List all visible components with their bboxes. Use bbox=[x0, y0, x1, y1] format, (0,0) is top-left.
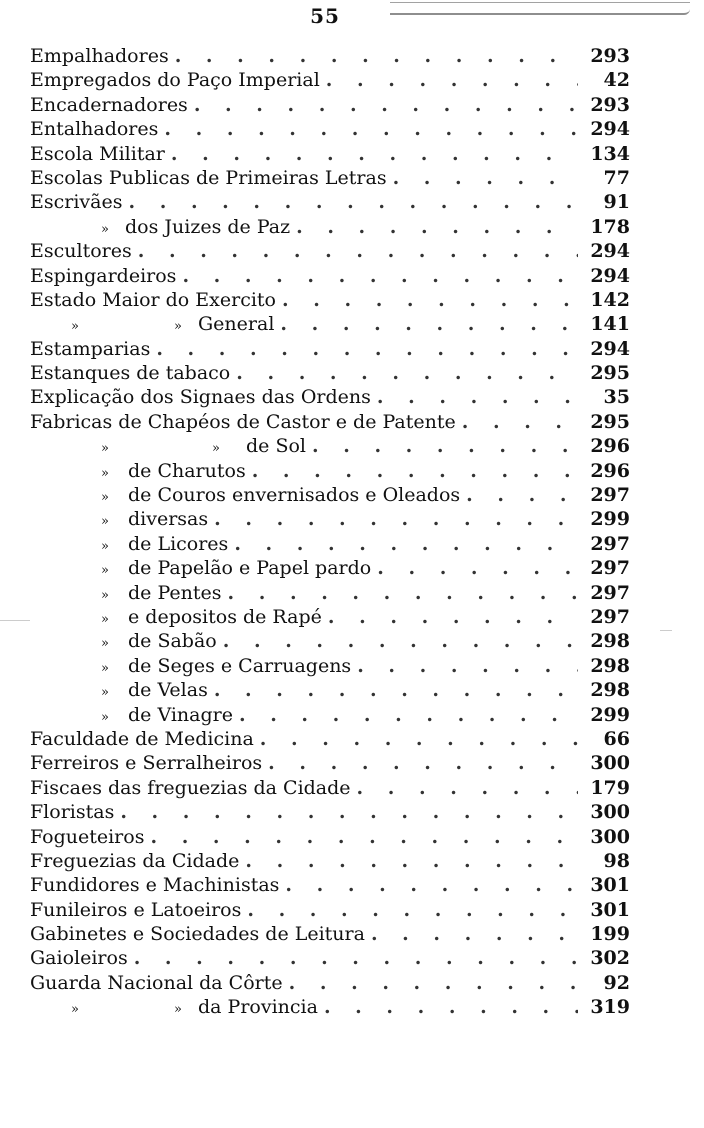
entry-page-ref: 141 bbox=[590, 313, 630, 336]
index-entry bbox=[30, 946, 630, 970]
dot-leader bbox=[285, 873, 578, 897]
dot-leader bbox=[228, 581, 579, 605]
margin-mark bbox=[0, 620, 30, 621]
entry-page-ref: 178 bbox=[590, 215, 630, 238]
entry-label: Fundidores e Machinistas bbox=[30, 874, 280, 897]
dot-leader bbox=[324, 995, 578, 1019]
entry-label: Escolas Publicas de Primeiras Letras bbox=[30, 166, 387, 189]
entry-label: e depositos de Rapé bbox=[128, 605, 322, 628]
entry-page-ref: 297 bbox=[590, 484, 630, 507]
entry-label: Espingardeiros bbox=[30, 264, 177, 287]
entry-label: Explicação dos Signaes das Ordens bbox=[30, 386, 371, 409]
dot-leader bbox=[134, 946, 578, 970]
entry-page-ref: 293 bbox=[590, 45, 630, 67]
entry-label: de Vinagre bbox=[128, 703, 233, 726]
index-entry bbox=[30, 288, 630, 312]
entry-label: Fogueteiros bbox=[30, 825, 145, 848]
dot-leader bbox=[393, 166, 578, 190]
entry-page-ref: 301 bbox=[590, 898, 630, 921]
index-entry bbox=[30, 434, 630, 458]
index-entry bbox=[30, 507, 630, 531]
entry-page-ref: 300 bbox=[590, 801, 630, 824]
entry-label: Gaioleiros bbox=[30, 947, 128, 970]
entry-page-ref: 298 bbox=[590, 630, 630, 653]
entry-label: Ferreiros e Serralheiros bbox=[30, 752, 263, 775]
index-entry bbox=[30, 93, 630, 117]
dot-leader bbox=[234, 532, 578, 556]
index-entry bbox=[30, 556, 630, 580]
entry-label: General bbox=[198, 313, 275, 336]
ditto-mark: » bbox=[101, 660, 109, 676]
entry-page-ref: 66 bbox=[603, 727, 630, 750]
dot-leader bbox=[260, 727, 578, 751]
entry-label: Freguezias da Cidade bbox=[30, 849, 240, 872]
index-entry bbox=[30, 751, 630, 775]
entry-label: Faculdade de Medicina bbox=[30, 727, 254, 750]
entry-label: Estamparias bbox=[30, 337, 151, 360]
entry-label: de Sabão bbox=[128, 630, 217, 653]
entry-label: de Sol bbox=[246, 435, 306, 458]
dot-leader bbox=[239, 703, 578, 727]
entry-label: de Couros envernisados e Oleados bbox=[128, 484, 461, 507]
entry-page-ref: 296 bbox=[590, 435, 630, 458]
index-entry bbox=[30, 629, 630, 653]
index-entry bbox=[30, 361, 630, 385]
entry-label: da Provincia bbox=[198, 996, 318, 1019]
ditto-mark: » bbox=[101, 538, 109, 554]
ditto-mark: » bbox=[101, 636, 109, 652]
dot-leader bbox=[247, 898, 578, 922]
dot-leader bbox=[150, 825, 578, 849]
entry-page-ref: 297 bbox=[590, 532, 630, 555]
entry-page-ref: 299 bbox=[590, 508, 630, 531]
ditto-mark: » bbox=[101, 563, 109, 579]
entry-page-ref: 302 bbox=[590, 947, 630, 970]
dot-leader bbox=[296, 215, 578, 239]
dot-leader bbox=[175, 44, 578, 68]
entry-label: Floristas bbox=[30, 801, 115, 824]
index-entry bbox=[30, 703, 630, 727]
index-entry bbox=[30, 215, 630, 239]
entry-page-ref: 319 bbox=[590, 996, 630, 1019]
entry-label: de Licores bbox=[128, 532, 229, 555]
dot-leader bbox=[357, 776, 578, 800]
dot-leader bbox=[282, 288, 578, 312]
entry-page-ref: 294 bbox=[590, 264, 630, 287]
entry-page-ref: 300 bbox=[590, 825, 630, 848]
ditto-mark: » bbox=[101, 465, 109, 481]
entry-label: de Velas bbox=[128, 679, 208, 702]
ditto-mark: » bbox=[101, 441, 109, 457]
dot-leader bbox=[252, 459, 578, 483]
index-entry bbox=[30, 190, 630, 214]
entry-page-ref: 92 bbox=[603, 971, 630, 994]
dot-leader bbox=[245, 849, 578, 873]
entry-label: Empalhadores bbox=[30, 45, 169, 67]
index-entry bbox=[30, 605, 630, 629]
index-entry bbox=[30, 922, 630, 946]
entry-label: diversas bbox=[128, 508, 209, 531]
entry-page-ref: 295 bbox=[590, 362, 630, 385]
index-entry bbox=[30, 410, 630, 434]
entry-page-ref: 294 bbox=[590, 337, 630, 360]
dot-leader bbox=[214, 507, 578, 531]
ditto-mark: » bbox=[101, 685, 109, 701]
entry-label: de Papelão e Papel pardo bbox=[128, 557, 372, 580]
entry-page-ref: 35 bbox=[603, 386, 630, 409]
index-entry bbox=[30, 459, 630, 483]
index-entry bbox=[30, 727, 630, 751]
index-entry bbox=[30, 337, 630, 361]
entry-label: Escrivães bbox=[30, 191, 123, 214]
index-entry bbox=[30, 239, 630, 263]
ditto-mark: » bbox=[71, 1002, 79, 1018]
index-entry bbox=[30, 385, 630, 409]
index-entry bbox=[30, 849, 630, 873]
index-list bbox=[30, 44, 630, 1020]
entry-page-ref: 294 bbox=[590, 118, 630, 141]
ditto-mark: » bbox=[71, 319, 79, 335]
entry-page-ref: 179 bbox=[590, 776, 630, 799]
entry-page-ref: 142 bbox=[590, 288, 630, 311]
entry-label: de Pentes bbox=[128, 581, 222, 604]
index-entry bbox=[30, 654, 630, 678]
entry-label: Entalhadores bbox=[30, 118, 159, 141]
entry-label: Encadernadores bbox=[30, 93, 188, 116]
entry-label: Guarda Nacional da Côrte bbox=[30, 971, 283, 994]
dot-leader bbox=[194, 93, 578, 117]
dot-leader bbox=[326, 68, 578, 92]
index-entry bbox=[30, 898, 630, 922]
dot-leader bbox=[138, 239, 578, 263]
entry-page-ref: 299 bbox=[590, 703, 630, 726]
index-entry bbox=[30, 873, 630, 897]
index-entry bbox=[30, 166, 630, 190]
entry-label: Estado Maior do Exercito bbox=[30, 288, 276, 311]
dot-leader bbox=[268, 751, 578, 775]
index-entry bbox=[30, 117, 630, 141]
entry-page-ref: 77 bbox=[603, 166, 630, 189]
index-entry bbox=[30, 532, 630, 556]
dot-leader bbox=[182, 264, 578, 288]
ditto-mark: » bbox=[101, 221, 109, 237]
dot-leader bbox=[164, 117, 578, 141]
entry-label: Escultores bbox=[30, 240, 132, 263]
index-entry bbox=[30, 483, 630, 507]
dot-leader bbox=[377, 556, 578, 580]
entry-label: Fiscaes das freguezias da Cidade bbox=[30, 776, 351, 799]
entry-label: Fabricas de Chapéos de Castor e de Patente bbox=[30, 410, 456, 433]
index-entry bbox=[30, 776, 630, 800]
index-entry bbox=[30, 312, 630, 336]
dot-leader bbox=[312, 434, 578, 458]
dot-leader bbox=[156, 337, 578, 361]
dot-leader bbox=[223, 629, 578, 653]
ditto-mark: » bbox=[101, 514, 109, 530]
entry-label: dos Juizes de Paz bbox=[125, 215, 291, 238]
dot-leader bbox=[328, 605, 578, 629]
entry-page-ref: 296 bbox=[590, 459, 630, 482]
entry-label: Estanques de tabaco bbox=[30, 362, 231, 385]
entry-page-ref: 294 bbox=[590, 240, 630, 263]
entry-label: de Seges e Carruagens bbox=[128, 654, 352, 677]
index-entry bbox=[30, 800, 630, 824]
entry-page-ref: 134 bbox=[590, 142, 630, 165]
dot-leader bbox=[128, 190, 578, 214]
entry-page-ref: 301 bbox=[590, 874, 630, 897]
dot-leader bbox=[120, 800, 578, 824]
entry-page-ref: 91 bbox=[603, 191, 630, 214]
entry-page-ref: 297 bbox=[590, 557, 630, 580]
index-entry bbox=[30, 68, 630, 92]
entry-page-ref: 199 bbox=[590, 923, 630, 946]
ditto-mark: » bbox=[101, 611, 109, 627]
margin-mark bbox=[660, 630, 672, 631]
dot-leader bbox=[377, 385, 578, 409]
ditto-mark: » bbox=[101, 709, 109, 725]
index-entry bbox=[30, 142, 630, 166]
dot-leader bbox=[466, 483, 578, 507]
dot-leader bbox=[280, 312, 578, 336]
entry-page-ref: 297 bbox=[590, 581, 630, 604]
index-entry bbox=[30, 44, 630, 68]
ditto-mark: » bbox=[174, 319, 182, 335]
dot-leader bbox=[171, 142, 578, 166]
index-entry bbox=[30, 971, 630, 995]
entry-label: Empregados do Paço Imperial bbox=[30, 69, 320, 92]
entry-label: Escola Militar bbox=[30, 142, 165, 165]
dot-leader bbox=[371, 922, 578, 946]
page-number: 55 bbox=[310, 4, 340, 28]
index-entry bbox=[30, 264, 630, 288]
entry-page-ref: 42 bbox=[603, 69, 630, 92]
entry-page-ref: 295 bbox=[590, 410, 630, 433]
ditto-mark: » bbox=[101, 587, 109, 603]
dot-leader bbox=[289, 971, 578, 995]
index-entry bbox=[30, 581, 630, 605]
index-entry bbox=[30, 825, 630, 849]
dot-leader bbox=[214, 678, 578, 702]
entry-page-ref: 300 bbox=[590, 752, 630, 775]
dot-leader bbox=[357, 654, 578, 678]
ditto-mark: » bbox=[212, 441, 220, 457]
ditto-mark: » bbox=[174, 1002, 182, 1018]
entry-page-ref: 298 bbox=[590, 654, 630, 677]
entry-page-ref: 98 bbox=[603, 849, 630, 872]
dot-leader bbox=[462, 410, 578, 434]
index-entry bbox=[30, 678, 630, 702]
entry-label: Funileiros e Latoeiros bbox=[30, 898, 242, 921]
entry-page-ref: 298 bbox=[590, 679, 630, 702]
dot-leader bbox=[236, 361, 578, 385]
entry-page-ref: 297 bbox=[590, 605, 630, 628]
entry-label: de Charutos bbox=[128, 459, 246, 482]
index-entry bbox=[30, 995, 630, 1019]
entry-label: Gabinetes e Sociedades de Leitura bbox=[30, 923, 365, 946]
entry-page-ref: 293 bbox=[590, 93, 630, 116]
ditto-mark: » bbox=[101, 490, 109, 506]
